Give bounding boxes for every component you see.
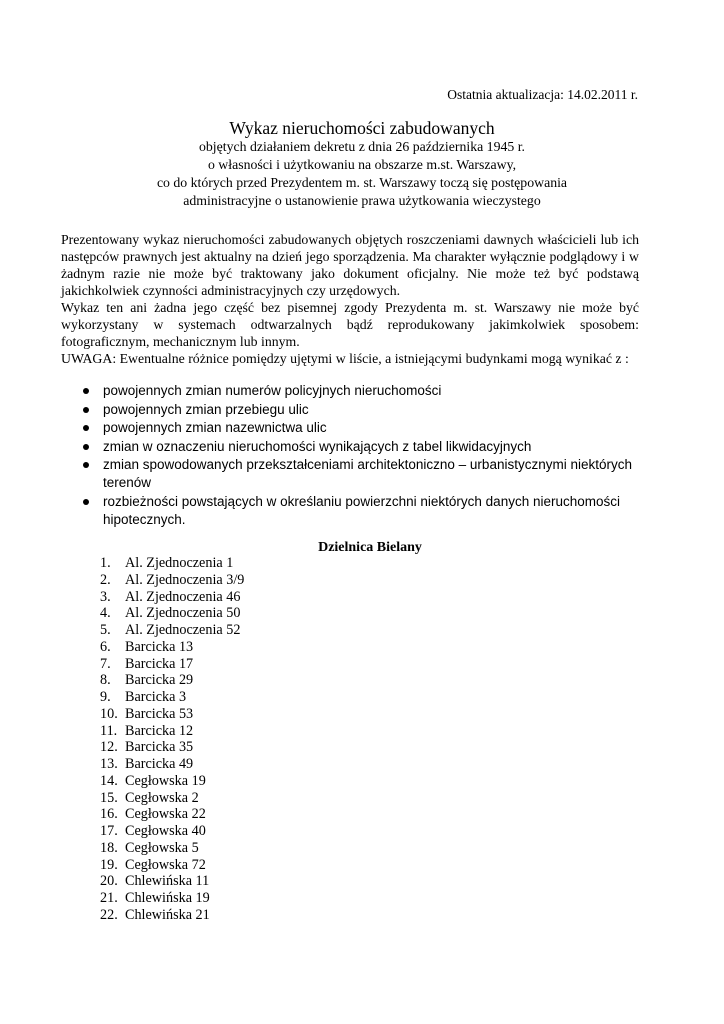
bullet-icon bbox=[83, 407, 89, 413]
address-item bbox=[100, 840, 244, 857]
list-item bbox=[83, 419, 643, 437]
last-updated: Ostatnia aktualizacja: 14.02.2011 r. bbox=[447, 87, 638, 102]
item-number: 2. bbox=[100, 571, 111, 588]
item-number: 5. bbox=[100, 622, 111, 638]
bullet-icon bbox=[83, 425, 89, 431]
list-item-text: powojennych zmian przebiegu ulic bbox=[103, 401, 309, 417]
item-number: 19. bbox=[100, 856, 118, 873]
address-item bbox=[100, 790, 244, 807]
list-item-text: powojennych zmian nazewnictwa ulic bbox=[103, 420, 327, 436]
address-text: Al. Zjednoczenia 46 bbox=[125, 588, 241, 605]
list-item bbox=[83, 382, 643, 400]
address-item bbox=[100, 806, 244, 823]
item-number: 15. bbox=[100, 789, 118, 806]
address-list bbox=[100, 555, 244, 924]
address-item bbox=[100, 773, 244, 790]
address-text: Cegłowska 5 bbox=[125, 839, 199, 856]
address-item bbox=[100, 706, 244, 723]
address-text: Al. Zjednoczenia 52 bbox=[125, 622, 241, 638]
address-item bbox=[100, 823, 244, 840]
address-text: Cegłowska 22 bbox=[125, 806, 206, 823]
address-text: Chlewińska 19 bbox=[125, 890, 210, 906]
address-item bbox=[100, 639, 244, 656]
item-number: 13. bbox=[100, 756, 118, 772]
bullet-icon bbox=[83, 444, 89, 450]
item-number: 12. bbox=[100, 739, 118, 756]
item-number: 7. bbox=[100, 655, 111, 672]
address-text: Al. Zjednoczenia 1 bbox=[125, 555, 234, 571]
subtitle-line: o własności i użytkowaniu na obszarze m.st. Warszawy, bbox=[207, 157, 517, 172]
differences-list bbox=[83, 382, 643, 530]
list-item bbox=[83, 401, 643, 419]
address-text: Cegłowska 40 bbox=[125, 823, 206, 839]
item-number: 10. bbox=[100, 705, 118, 722]
address-item bbox=[100, 622, 244, 639]
item-number: 18. bbox=[100, 839, 118, 856]
list-item bbox=[83, 493, 643, 529]
list-item bbox=[83, 456, 643, 492]
list-item bbox=[83, 438, 643, 456]
address-text: Barcicka 35 bbox=[125, 739, 194, 756]
address-text: Barcicka 17 bbox=[125, 655, 194, 672]
item-number: 21. bbox=[100, 890, 118, 906]
subtitle-line: administracyjne o ustanowienie prawa użytkowania wieczystego bbox=[183, 193, 541, 208]
title-block bbox=[0, 118, 724, 210]
district-heading: Dzielnica Bielany bbox=[318, 540, 422, 555]
address-item bbox=[100, 739, 244, 756]
item-number: 9. bbox=[100, 689, 111, 705]
item-number: 14. bbox=[100, 772, 118, 789]
item-number: 3. bbox=[100, 588, 111, 605]
intro-paragraph-note: UWAGA: Ewentualne różnice pomiędzy ujętymi w liście, a istniejącymi budynkami mogą wynikać z : bbox=[61, 351, 629, 366]
address-text: Barcicka 12 bbox=[125, 722, 194, 739]
address-text: Chlewińska 21 bbox=[125, 906, 210, 923]
item-number: 11. bbox=[100, 722, 118, 739]
address-text: Al. Zjednoczenia 50 bbox=[125, 605, 241, 622]
address-item bbox=[100, 572, 244, 589]
list-item-text: powojennych zmian numerów policyjnych nieruchomości bbox=[103, 383, 442, 398]
address-item bbox=[100, 857, 244, 874]
item-number: 17. bbox=[100, 823, 118, 839]
address-item bbox=[100, 605, 244, 622]
address-text: Al. Zjednoczenia 3/9 bbox=[125, 571, 245, 588]
intro-paragraph-disclaimer: Prezentowany wykaz nieruchomości zabudowanych objętych roszczeniami dawnych właścicieli lub ich następców prawnych jest aktualny na dzień jego sporządzenia. Ma charakter wyłącznie podglądowy i w żadnym razie nie może być traktowany jako dokument oficjalny. Nie może też być podstawą jakichkolwiek czynności administracyjnych czy urzędowych. bbox=[61, 232, 639, 298]
address-item bbox=[100, 907, 244, 924]
bullet-icon bbox=[83, 499, 89, 505]
address-item bbox=[100, 689, 244, 706]
item-number: 1. bbox=[100, 555, 111, 571]
list-item-text: zmian w oznaczeniu nieruchomości wynikających z tabel likwidacyjnych bbox=[103, 438, 532, 454]
address-text: Chlewińska 11 bbox=[125, 873, 210, 890]
address-item bbox=[100, 723, 244, 740]
address-item bbox=[100, 555, 244, 572]
intro-text bbox=[61, 231, 639, 367]
item-number: 6. bbox=[100, 638, 111, 655]
list-item-text: rozbieżności powstających w określaniu powierzchni niektórych danych nieruchomości hipotecznych. bbox=[103, 493, 620, 527]
bullet-icon bbox=[83, 462, 89, 468]
subtitle-line: co do których przed Prezydentem m. st. Warszawy toczą się postępowania bbox=[156, 175, 568, 190]
item-number: 22. bbox=[100, 906, 118, 923]
subtitle-line: objętych działaniem dekretu z dnia 26 października 1945 r. bbox=[198, 139, 526, 154]
address-item bbox=[100, 756, 244, 773]
address-item bbox=[100, 672, 244, 689]
address-text: Cegłowska 19 bbox=[125, 772, 206, 789]
address-text: Cegłowska 2 bbox=[125, 789, 199, 806]
address-item bbox=[100, 589, 244, 606]
address-item bbox=[100, 890, 244, 907]
address-item bbox=[100, 873, 244, 890]
address-item bbox=[100, 656, 244, 673]
item-number: 4. bbox=[100, 605, 111, 622]
address-text: Barcicka 29 bbox=[125, 672, 194, 689]
intro-paragraph-copyright: Wykaz ten ani żadna jego część bez pisemnej zgody Prezydenta m. st. Warszawy nie może być wykorzystany w systemach odtwarzalnych bądź reprodukowany jakimkolwiek sposobem: fotograficznym, mechanicznym lub innym. bbox=[61, 300, 639, 349]
bullet-icon bbox=[83, 388, 89, 394]
address-text: Cegłowska 72 bbox=[125, 856, 206, 873]
item-number: 8. bbox=[100, 672, 111, 689]
address-text: Barcicka 3 bbox=[125, 689, 187, 705]
item-number: 16. bbox=[100, 806, 118, 823]
address-text: Barcicka 49 bbox=[125, 756, 194, 772]
address-text: Barcicka 53 bbox=[125, 705, 194, 722]
list-item-text: zmian spowodowanych przekształceniami architektoniczno – urbanistycznymi niektórych terenów bbox=[103, 457, 632, 491]
item-number: 20. bbox=[100, 873, 118, 890]
document-title: Wykaz nieruchomości zabudowanych bbox=[229, 118, 495, 138]
address-text: Barcicka 13 bbox=[125, 638, 194, 655]
